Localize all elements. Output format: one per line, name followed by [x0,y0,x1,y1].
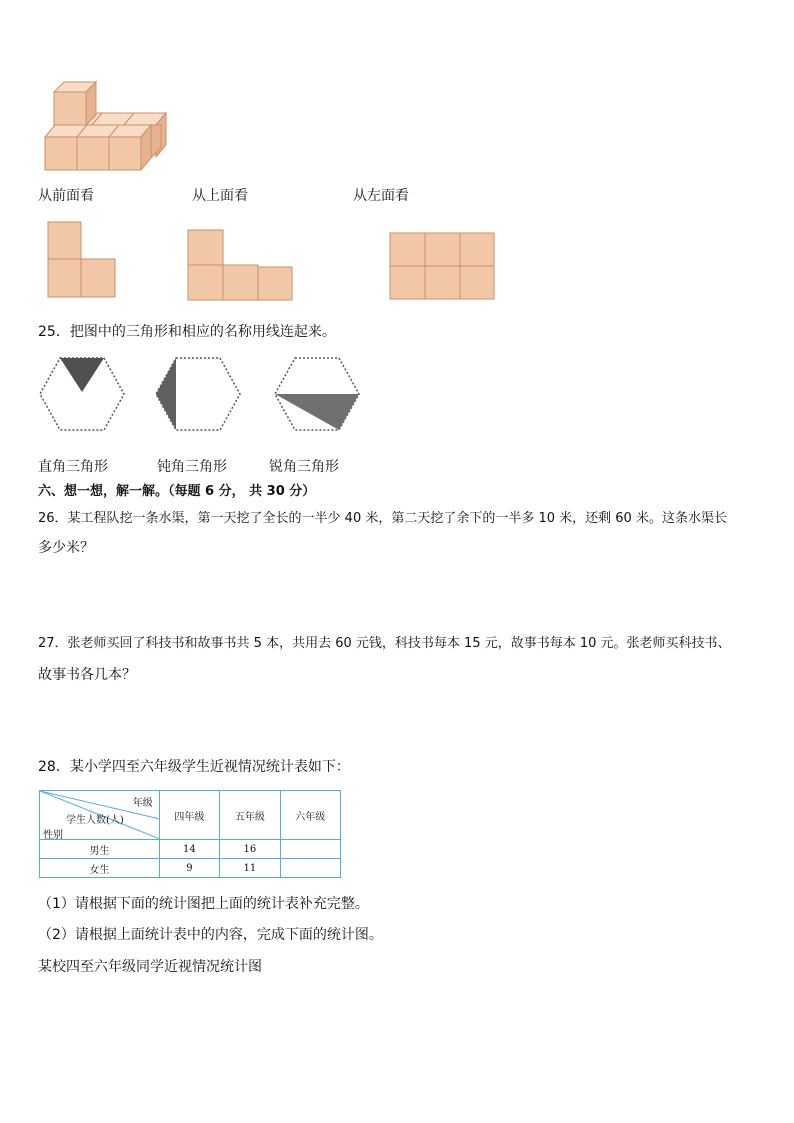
front-view-label: 从前面看 [38,188,94,204]
left-view-label: 从左面看 [353,188,409,204]
row-label-girls: 女生 [40,859,160,878]
q26-line-2: 多少米？ [38,540,94,556]
left-view-figure [388,231,498,303]
table-row [40,859,341,878]
q27-line-1: 27．张老师买回了科技书和故事书共 5 本，共用去 60 元钱，科技书每本 15 元，故事书每本 10 元。张老师买科技书、 [38,636,731,651]
q28-sub-2: （2）请根据上面统计表中的内容，完成下面的统计图。 [38,927,383,943]
myopia-stat-table [39,790,341,878]
cell-girls-grade4: 9 [159,859,219,878]
table-corner-header [40,791,160,840]
hexagon-figure-3 [273,354,363,434]
hexagon-figure-1 [38,354,128,434]
name-acute-triangle: 锐角三角形 [269,459,339,475]
cube-solid-figure [40,80,175,175]
name-right-triangle: 直角三角形 [38,459,108,475]
front-view-figure [46,220,120,302]
q27-line-2: 故事书各几本？ [38,667,136,683]
row-label-boys: 男生 [40,840,160,859]
q26-line-1: 26．某工程队挖一条水渠，第一天挖了全长的一半少 40 米，第二天挖了余下的一半多 10 米，还剩 60 米。这条水渠长 [38,511,727,526]
cell-boys-grade4: 14 [159,840,219,859]
table-row [40,840,341,859]
q25-text: 25．把图中的三角形和相应的名称用线连起来。 [38,324,336,340]
column-header-grade5: 五年级 [220,791,280,840]
q28-sub-1: （1）请根据下面的统计图把上面的统计表补充完整。 [38,896,369,912]
section-6-title: 六、想一想，解一解。（每题 6 分， 共 30 分） [38,484,316,499]
cell-girls-grade5: 11 [220,859,280,878]
q28-text: 28．某小学四至六年级学生近视情况统计表如下： [38,759,350,775]
name-obtuse-triangle: 钝角三角形 [157,459,227,475]
hexagon-figure-2 [154,354,244,434]
corner-grade-label: 年级 [132,798,153,809]
corner-gender-label: 性别 [43,830,63,841]
cell-girls-grade6 [280,859,340,878]
top-view-figure [186,228,296,304]
cell-boys-grade5: 16 [220,840,280,859]
corner-count-label: 学生人数(人) [66,815,124,826]
column-header-grade4: 四年级 [159,791,219,840]
column-header-grade6: 六年级 [280,791,340,840]
chart-title: 某校四至六年级同学近视情况统计图 [38,959,262,975]
cell-boys-grade6 [280,840,340,859]
top-view-label: 从上面看 [192,188,248,204]
